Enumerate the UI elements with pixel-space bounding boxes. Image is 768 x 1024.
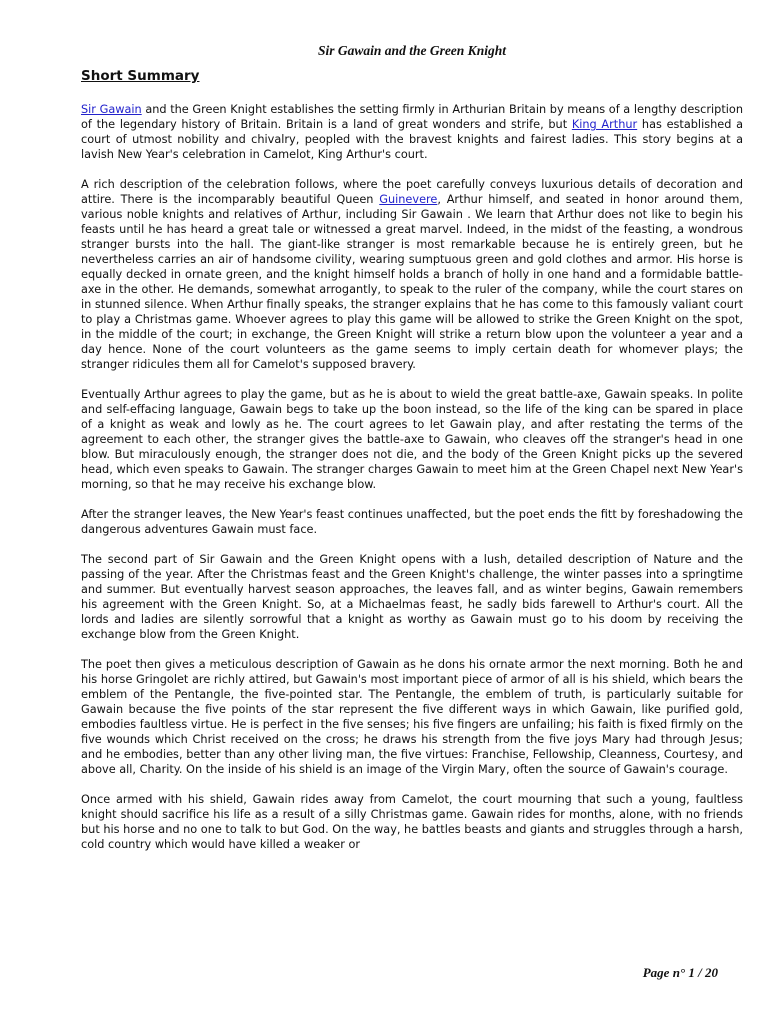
king-arthur-link[interactable]: King Arthur [571,118,638,131]
paragraph-4: After the stranger leaves, the New Year's feast continues unaffected, but the poet ends the fitt by foreshadowing the dangerous adventures Gawain must face. [81,508,743,536]
paragraph-3: Eventually Arthur agrees to play the game, but as he is about to wield the great battle-axe, Gawain speaks. In polite and self-effacing language, Gawain begs to take up the boon instead, so the life of the king can be spared in place of a knight as weak and lowly as he. The court agrees to let Gawain play, and after restating the terms of the agreement to each other, the stranger gives the battle-axe to Gawain, who cleaves off the stranger's head in one blow. But miraculously enough, the stranger does not die, and the body of the Green Knight picks up the severed head, which even speaks to Gawain. The stranger charges Gawain to meet him at the Green Chapel next New Year's morning, so that he may receive his exchange blow. [81,388,743,491]
summary-body [81,102,743,867]
paragraph-6: The poet then gives a meticulous description of Gawain as he dons his ornate armor the next morning. Both he and his horse Gringolet are richly attired, but Gawain's most important piece of armor of all is his shield, which bears the emblem of the Pentangle, the five-pointed star. The Pentangle, the emblem of truth, is particularly suitable for Gawain because the five points of the star represent the five different ways in which Gawain, like purified gold, embodies faultless virtue. He is perfect in the five senses; his five fingers are unfailing; his faith is fixed firmly on the five wounds which Christ received on the cross; he draws his strength from the five joys Mary had through Jesus; and he embodies, better than any other living man, the five virtues: Franchise, Fellowship, Cleanness, Courtesy, and above all, Charity. On the inside of his shield is an image of the Virgin Mary, often the source of Gawain's courage. [81,658,743,776]
paragraph-5: The second part of Sir Gawain and the Green Knight opens with a lush, detailed description of Nature and the passing of the year. After the Christmas feast and the Green Knight's challenge, the winter passes into a springtime and summer. But eventually harvest season approaches, the leaves fall, and as winter begins, Gawain remembers his agreement with the Green Knight. So, at a Michaelmas feast, he sadly bids farewell to Arthur's court. All the lords and ladies are silently sorrowful that a knight as worthy as Gawain must go to his doom by receiving the exchange blow from the Green Knight. [81,553,743,641]
paragraph-text: A rich description of the celebration follows, where the poet carefully conveys luxurious details of decoration and attire. There is the incomparably beautiful Queen [81,178,743,206]
guinevere-link[interactable]: Guinevere [379,193,438,206]
paragraph-7: Once armed with his shield, Gawain rides away from Camelot, the court mourning that such a young, faultless knight should sacrifice his life as a result of a silly Christmas game. Gawain rides for months, alone, with no friends but his horse and no one to talk to but God. On the way, he battles beasts and giants and struggles through a harsh, cold country which would have killed a weaker or [81,793,743,851]
paragraph-2 [81,177,743,372]
sir-gawain-link[interactable]: Sir Gawain [81,103,142,116]
paragraph-1 [81,102,743,162]
paragraph-text: and the Green Knight establishes the setting firmly in Arthurian Britain by means of a lengthy description of the legendary history of Britain. Britain is a land of great wonders and strife, but [81,103,743,131]
section-heading: Short Summary [81,68,200,84]
paragraph-text: has established a court of utmost nobility and chivalry, peopled with the bravest knights and fairest ladies. This story begins at a lavish New Year's celebration in Camelot, King Arthur's court. [81,118,743,161]
paragraph-text: , Arthur himself, and seated in honor around them, various noble knights and relatives of Arthur, including Sir Gawain . We learn that Arthur does not like to begin his feasts until he has heard a great tale or witnessed a great marvel. Indeed, in the midst of the feasting, a wondrous stranger bursts into the hall. The giant-like stranger is most remarkable because he is entirely green, but he nevertheless carries an air of handsome civility, wearing sumptuous green and gold clothes and armor. His horse is equally decked in ornate green, and the knight himself holds a branch of holly in one hand and a formidable battle-axe in the other. He demands, somewhat arrogantly, to speak to the ruler of the company, while the court stares on in stunned silence. When Arthur finally speaks, the stranger explains that he has come to this famously valiant court to play a Christmas game. Whoever agrees to play this game will be allowed to strike the Green Knight on the spot, in the middle of the court; in exchange, the Green Knight will strike a return blow upon the volunteer a year and a day hence. None of the court volunteers as the game seems to imply certain death for whomever plays; the stranger ridicules them all for Camelot's supposed bravery. [81,193,744,371]
page-number: Page n° 1 / 20 [642,965,718,980]
document-title: Sir Gawain and the Green Knight [318,43,506,58]
